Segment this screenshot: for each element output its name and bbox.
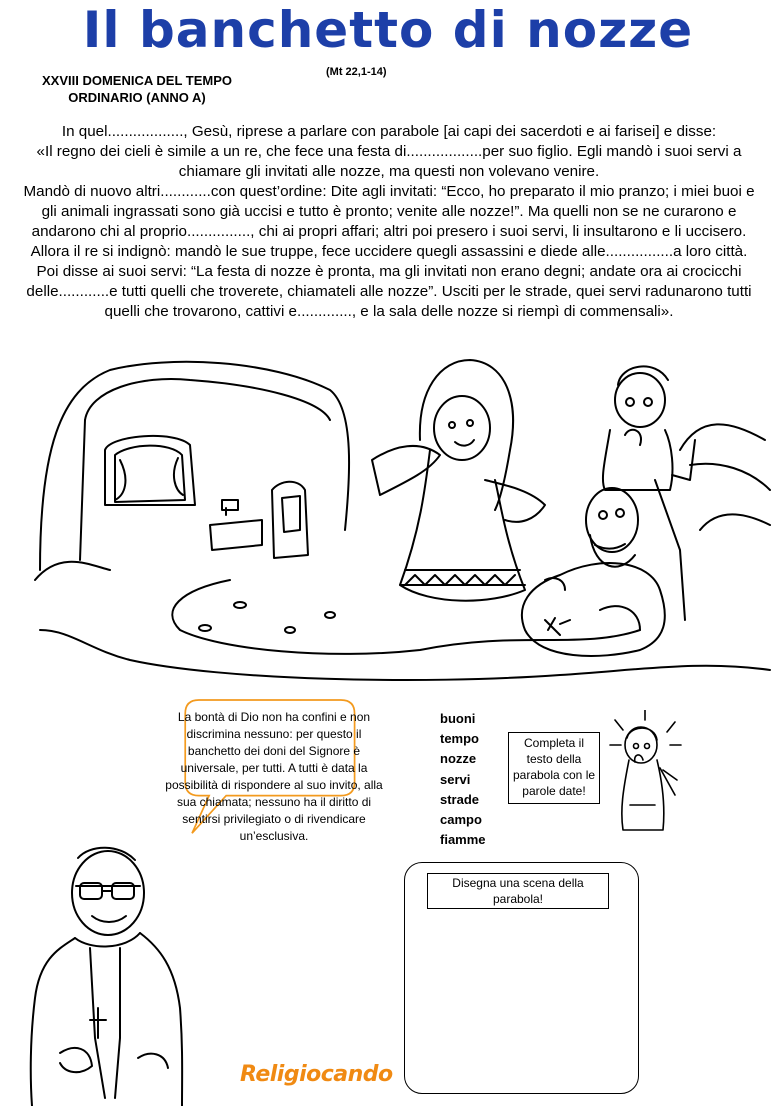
thinking-child-illustration [605, 710, 685, 845]
liturgical-subtitle: XXVIII DOMENICA DEL TEMPO ORDINARIO (ANNO A) [42, 73, 232, 105]
word-item: servi [440, 771, 471, 787]
drawing-prompt: Disegna una scena della parabola! [427, 873, 609, 909]
instruction-box: Completa il testo della parabola con le parole date! [508, 732, 600, 804]
word-item: tempo [440, 731, 479, 747]
bubble-text: La bontà di Dio non ha confini e non discrimina nessuno: per questo il banchetto dei doni del Signore è universale, per tutti. A tutti è data la possibilità di rispondere al suo invito, alla sua chiamata; nessuno ha il diritto di sentirsi privilegiato o di rivendicare un’esclusiva. [165, 710, 383, 843]
word-item: fiamme [440, 832, 486, 848]
passage-line: In quel.................., Gesù, riprese a parlare con parabole [ai capi dei sacerdoti e ai farisei] e disse: [61, 123, 717, 140]
parable-passage [14, 122, 764, 322]
passage-line: «Il regno dei cieli è simile a un re, che fece una festa di..................per suo figlio. Egli mandò i suoi servi a chiamare gli invitati alle nozze, ma questi non volevano venire. [36, 143, 742, 180]
passage-line: Allora il re si indignò: mandò le sue truppe, fece uccidere quegli assassini e diede alle................a loro città. [30, 243, 748, 260]
logo: Religiocando [240, 1062, 393, 1087]
word-item: campo [440, 812, 482, 828]
word-list [440, 709, 486, 850]
pope-illustration [20, 838, 185, 1106]
gospel-reference: (Mt 22,1-14) [326, 66, 387, 78]
passage-line: Mandò di nuovo altri............con quest’ordine: Dite agli invitati: “Ecco, ho preparato il mio pranzo; i miei buoi e gli animali ingrassati sono già uccisi e tutto è pronto; venite alle nozze!”. Ma quelli non se ne curarono e andarono chi al proprio..............., chi ai propri affari; altri poi presero i suoi servi, li insultarono e li uccisero. [23, 183, 755, 240]
word-item: strade [440, 791, 480, 807]
page-title: Il banchetto di nozze [82, 1, 694, 59]
word-item: nozze [440, 751, 477, 767]
parable-illustration [0, 330, 776, 700]
word-item: buoni [440, 711, 476, 726]
passage-line: Poi disse ai suoi servi: “La festa di nozze è pronta, ma gli invitati non erano degni; andate ora ai crocicchi delle............e tutti quelli che troverete, chiamateli alle nozze”. Usciti per le strade, quei servi radunarono tutti quelli che trovarono, cattivi e............., e la sala delle nozze si riempì di commensali». [26, 263, 752, 320]
